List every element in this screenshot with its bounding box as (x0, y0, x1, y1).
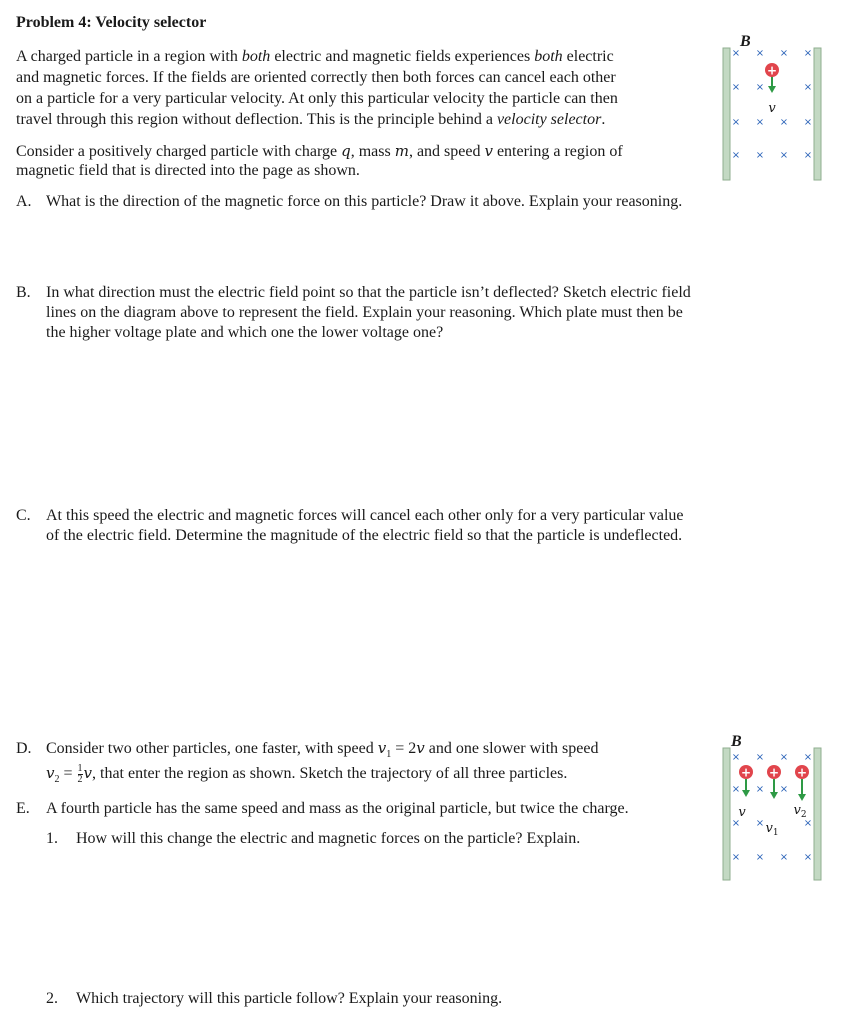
intro-text: A charged particle in a region with (16, 48, 242, 65)
question-text: How will this change the electric and magnetic forces on the particle? Explain. (76, 830, 581, 847)
field-label-b: B (740, 33, 751, 50)
v-symbol: v (83, 764, 92, 782)
question-text: A fourth particle has the same speed and mass as the original particle, but twice the charge. (46, 800, 629, 817)
right-plate (814, 48, 821, 180)
field-x-mark: × (803, 48, 813, 59)
question-label: 1. (46, 830, 58, 847)
left-plate (723, 748, 730, 880)
consider-text: Consider a positively charged particle with charge (16, 143, 342, 160)
question-label: B. (16, 284, 31, 301)
field-x-mark: × (779, 48, 789, 59)
problem-title: Problem 4: Velocity selector (16, 14, 207, 31)
question-label: E. (16, 800, 30, 817)
question-e1 (16, 829, 580, 849)
intro-text: travel through this region without deflection. This is the principle behind a (16, 111, 497, 128)
field-x-mark: × (731, 150, 741, 161)
question-text: the higher voltage plate and which one the lower voltage one? (46, 324, 444, 341)
question-text: , that enter the region as shown. Sketch the trajectory of all three particles. (92, 765, 568, 782)
field-x-mark: × (803, 818, 813, 829)
consider-text: , and speed (408, 143, 485, 160)
fraction-denominator: 2 (77, 773, 83, 785)
question-b (16, 283, 691, 303)
velocity-label: $v_1$ (765, 821, 779, 838)
velocity-arrow-head (742, 790, 750, 797)
charge-symbol: q (341, 142, 351, 160)
emphasis: both (534, 48, 563, 65)
velocity-arrow-head (798, 794, 806, 801)
field-x-mark: × (803, 150, 813, 161)
question-label: C. (16, 507, 31, 524)
question-text: = 2 (391, 740, 417, 757)
field-x-mark: × (779, 852, 789, 863)
positive-charge-symbol: + (768, 765, 780, 780)
velocity-label: v (738, 805, 746, 820)
v-symbol: v (416, 739, 425, 757)
velocity-subscript: 2 (800, 810, 807, 820)
question-e2 (16, 989, 502, 1009)
field-x-mark: × (755, 852, 765, 863)
emphasis: velocity selector (496, 111, 602, 128)
velocity-arrow-head (768, 86, 776, 93)
intro-text: electric and magnetic fields experiences (270, 48, 535, 65)
three-particle-diagram (718, 730, 828, 886)
v1-symbol: v (377, 739, 387, 757)
positive-charge-symbol: + (796, 765, 808, 780)
intro-line-3: on a particle for a very particular velocity. At only this particular velocity the particle can then (16, 90, 618, 107)
question-text: In what direction must the electric field point so that the particle isn’t deflected? Sketch electric field (46, 284, 691, 301)
field-x-mark: × (755, 82, 765, 93)
fraction-numerator: 1 (77, 762, 83, 774)
velocity-arrow-head (770, 792, 778, 799)
field-x-mark: × (731, 82, 741, 93)
question-text: What is the direction of the magnetic force on this particle? Draw it above. Explain your reasoning. (46, 193, 683, 210)
equals: = (59, 765, 77, 782)
question-c-line-2 (16, 526, 682, 546)
field-x-mark: × (731, 818, 741, 829)
question-text: of the electric field. Determine the magnitude of the electric field so that the particle is undeflected. (46, 527, 683, 544)
consider-line-2: magnetic field that is directed into the page as shown. (16, 162, 360, 179)
field-x-mark: × (731, 852, 741, 863)
consider-text: , mass (350, 143, 395, 160)
field-label-b: B (731, 733, 742, 750)
field-x-mark: × (803, 752, 813, 763)
intro-line-1 (16, 47, 614, 67)
question-b-line-3 (16, 323, 443, 343)
velocity-label: $v_2$ (793, 803, 807, 820)
field-x-mark: × (779, 752, 789, 763)
question-label: D. (16, 740, 32, 757)
emphasis: both (241, 48, 271, 65)
v1-subscript: 1 (386, 749, 392, 761)
right-plate (814, 748, 821, 880)
fraction-one-half (78, 764, 83, 785)
v2-subscript: 2 (54, 774, 60, 786)
speed-symbol: v (484, 142, 493, 160)
positive-charge-symbol: + (740, 765, 752, 780)
question-text: lines on the diagram above to represent the field. Explain your reasoning. Which plate must then be (46, 304, 683, 321)
question-label: 2. (46, 990, 58, 1007)
field-x-mark: × (755, 818, 765, 829)
field-x-mark: × (779, 117, 789, 128)
question-d (16, 738, 598, 765)
field-x-mark: × (731, 48, 741, 59)
velocity-label: v (768, 101, 776, 116)
field-x-mark: × (803, 117, 813, 128)
question-text: and one slower with speed (424, 740, 599, 757)
intro-line-2: and magnetic forces. If the fields are oriented correctly then both forces can cancel each other (16, 69, 616, 86)
question-c (16, 506, 684, 526)
mass-symbol: m (394, 142, 409, 160)
intro-text: . (601, 111, 606, 128)
question-text: Consider two other particles, one faster, with speed (46, 740, 378, 757)
question-b-line-2 (16, 303, 683, 323)
velocity-selector-diagram (718, 28, 828, 184)
field-x-mark: × (779, 784, 789, 795)
field-x-mark: × (755, 48, 765, 59)
field-x-mark: × (803, 852, 813, 863)
v2-symbol: v (46, 764, 55, 782)
question-label: A. (16, 193, 32, 210)
left-plate (723, 48, 730, 180)
consider-text: entering a region of (492, 143, 623, 160)
question-text: Which trajectory will this particle follow? Explain your reasoning. (76, 990, 503, 1007)
field-x-mark: × (755, 784, 765, 795)
field-x-mark: × (803, 82, 813, 93)
velocity-subscript: 1 (772, 828, 779, 838)
question-e (16, 799, 629, 819)
positive-charge-symbol: + (766, 63, 778, 78)
field-x-mark: × (731, 752, 741, 763)
field-x-mark: × (755, 117, 765, 128)
field-x-mark: × (731, 784, 741, 795)
intro-text: electric (562, 48, 614, 65)
intro-line-4 (16, 110, 605, 130)
particles-group (738, 765, 809, 838)
question-a (16, 192, 682, 212)
field-x-mark: × (755, 150, 765, 161)
field-x-mark: × (779, 150, 789, 161)
question-d-line-2 (16, 763, 567, 790)
question-text: At this speed the electric and magnetic forces will cancel each other only for a very particular value (46, 507, 684, 524)
consider-line-1 (16, 141, 623, 162)
field-x-mark: × (731, 117, 741, 128)
field-x-mark: × (755, 752, 765, 763)
